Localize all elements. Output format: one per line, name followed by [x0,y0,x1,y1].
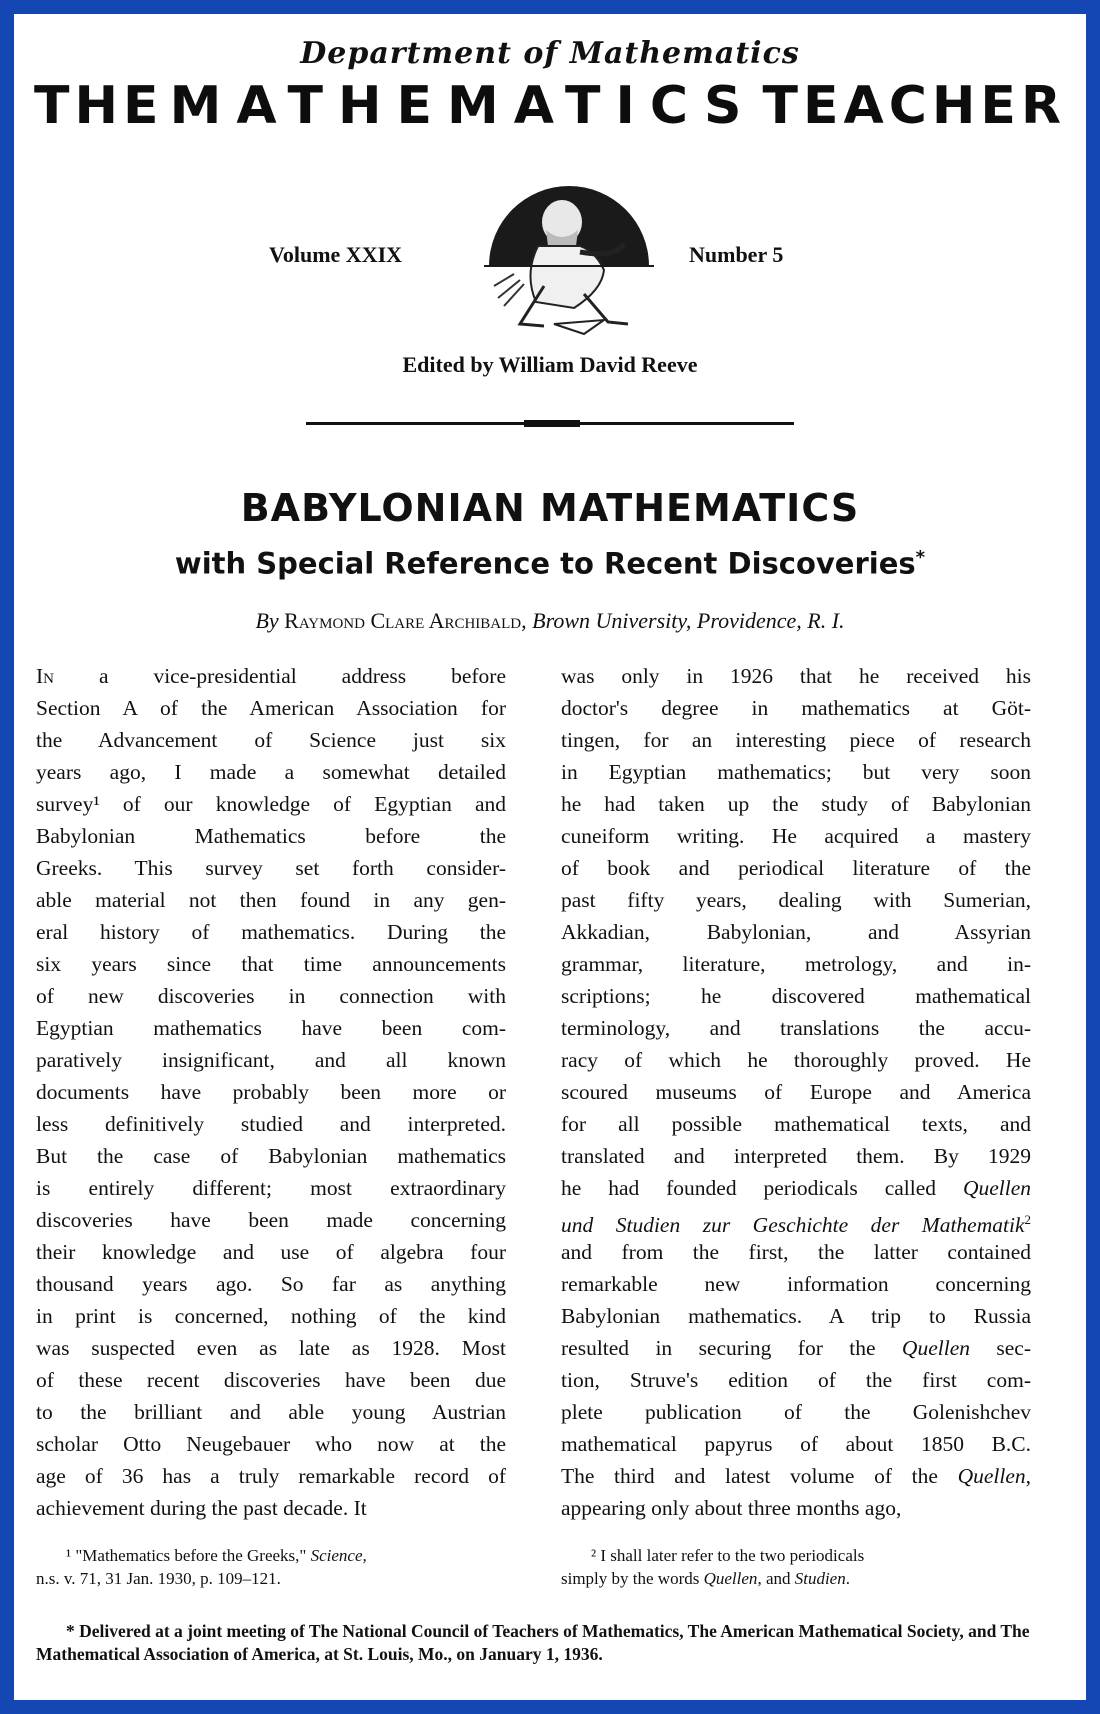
masthead-word-3: TEACHER [762,76,1066,136]
left-line: was suspected even as late as 1928. Most [36,1336,506,1360]
left-line: Babylonian Mathematics before the [36,824,506,848]
left-line: their knowledge and use of algebra four [36,1240,506,1264]
left-line: Egyptian mathematics have been com- [36,1016,506,1040]
right-line: mathematical papyrus of about 1850 B.C. [561,1432,1031,1456]
right-line: for all possible mathematical texts, and [561,1112,1031,1136]
right-line: The third and latest volume of the Quellen, [561,1464,1031,1488]
left-line: scholar Otto Neugebauer who now at the [36,1432,506,1456]
left-line: is entirely different; most extraordinary [36,1176,506,1200]
left-line: six years since that time announcements [36,952,506,976]
right-line: in Egyptian mathematics; but very soon [561,760,1031,784]
department-stamp: Department of Mathematics [300,36,800,71]
right-line: racy of which he thoroughly proved. He [561,1048,1031,1072]
left-line: less definitively studied and interpreted. [36,1112,506,1136]
right-line: plete publication of the Golenishchev [561,1400,1031,1424]
issue-info [14,174,1086,344]
right-line: he had founded periodicals called Quellen [561,1176,1031,1200]
subtitle-footnote-mark: * [915,547,926,568]
footnote-1 [36,1544,506,1590]
left-line: Section A of the American Association for [36,696,506,720]
left-line: survey¹ of our knowledge of Egyptian and [36,792,506,816]
footnote-2-quellen: Quellen [703,1569,758,1588]
right-line: remarkable new information concerning [561,1272,1031,1296]
volume-label: Volume XXIX [269,242,403,267]
left-line: the Advancement of Science just six [36,728,506,752]
right-line: resulted in securing for the Quellen sec- [561,1336,1031,1360]
left-line: of these recent discoveries have been due [36,1368,506,1392]
editor-line: Edited by William David Reeve [402,352,698,377]
right-line: appearing only about three months ago, [561,1496,902,1520]
right-line: tingen, for an interesting piece of research [561,728,1031,752]
presentation-footnote: * Delivered at a joint meeting of The National Council of Teachers of Mathematics, The American Mathematical Society, and The Mathematical Association of America, at St. Louis, Mo., on January 1, 1936. [36,1621,1030,1664]
right-line: terminology, and translations the accu- [561,1016,1031,1040]
journal-masthead [34,76,1066,136]
footnote-2-join: , and [757,1569,795,1588]
right-line: Akkadian, Babylonian, and Assyrian [561,920,1031,944]
footnote-2-studien: Studien [794,1569,846,1588]
left-line: documents have probably been more or [36,1080,506,1104]
right-line: und Studien zur Geschichte der Mathematik$^2$ [561,1212,1031,1238]
byline [14,608,1086,634]
right-line: was only in 1926 that he received his [561,664,1031,688]
right-line: scoured museums of Europe and America [561,1080,1031,1104]
footnote-2 [561,1544,1031,1590]
section-divider-center [524,420,580,427]
footnote-1-text: ¹ "Mathematics before the Greeks," [66,1546,311,1565]
right-line: of book and periodical literature of the [561,856,1031,880]
article-subtitle [14,540,1086,582]
footnote-2-line-2 [561,1567,1031,1590]
left-line: achievement during the past decade. It [36,1496,367,1520]
right-line: he had taken up the study of Babylonian [561,792,1031,816]
left-line: to the brilliant and able young Austrian [36,1400,506,1424]
footnote-2-line-1: ² I shall later refer to the two periodicals [591,1546,865,1565]
footnote-1-line-2: n.s. v. 71, 31 Jan. 1930, p. 109–121. [36,1569,281,1588]
left-line: in print is concerned, nothing of the kind [36,1304,506,1328]
journal-page [14,14,1086,1700]
left-line: able material not then found in any gen- [36,888,506,912]
left-line: age of 36 has a truly remarkable record of [36,1464,506,1488]
right-line: scriptions; he discovered mathematical [561,984,1031,1008]
thinker-emblem-illustration [484,174,654,342]
author-affiliation: , Brown University, Providence, R. I. [521,608,845,633]
left-line: discoveries have been made concerning [36,1208,506,1232]
footnote-2-end: . [845,1569,850,1588]
byline-prefix: By [255,608,279,633]
left-line: of new discoveries in connection with [36,984,506,1008]
right-line: past fifty years, dealing with Sumerian, [561,888,1031,912]
issue-number-label: Number 5 [689,242,784,267]
left-line: years ago, I made a somewhat detailed [36,760,506,784]
footnote-1-journal: Science, [310,1546,367,1565]
author-name: Raymond Clare Archibald [284,608,522,633]
masthead-word-2: MATHEMATICS [169,76,757,136]
left-line: thousand years ago. So far as anything [36,1272,506,1296]
body-column-left [36,660,506,1524]
article-subtitle-text: with Special Reference to Recent Discoveries [174,546,916,581]
left-line: paratively insignificant, and all known [36,1048,506,1072]
left-line: But the case of Babylonian mathematics [36,1144,506,1168]
right-line: and from the first, the latter contained [561,1240,1031,1264]
right-line: doctor's degree in mathematics at Göt- [561,696,1031,720]
right-line: grammar, literature, metrology, and in- [561,952,1031,976]
masthead-word-1: THE [34,76,164,136]
right-line: Babylonian mathematics. A trip to Russia [561,1304,1031,1328]
footnote-2-text: simply by the words [561,1569,704,1588]
right-line: translated and interpreted them. By 1929 [561,1144,1031,1168]
article-title: BABYLONIAN MATHEMATICS [240,486,860,530]
right-line: cuneiform writing. He acquired a mastery [561,824,1031,848]
left-line: Greeks. This survey set forth consider- [36,856,506,880]
left-line: eral history of mathematics. During the [36,920,506,944]
body-column-right [561,660,1031,1524]
footnote-1-line-1 [36,1544,506,1567]
right-line: tion, Struve's edition of the first com- [561,1368,1031,1392]
left-line: In a vice-presidential address before [36,664,506,688]
